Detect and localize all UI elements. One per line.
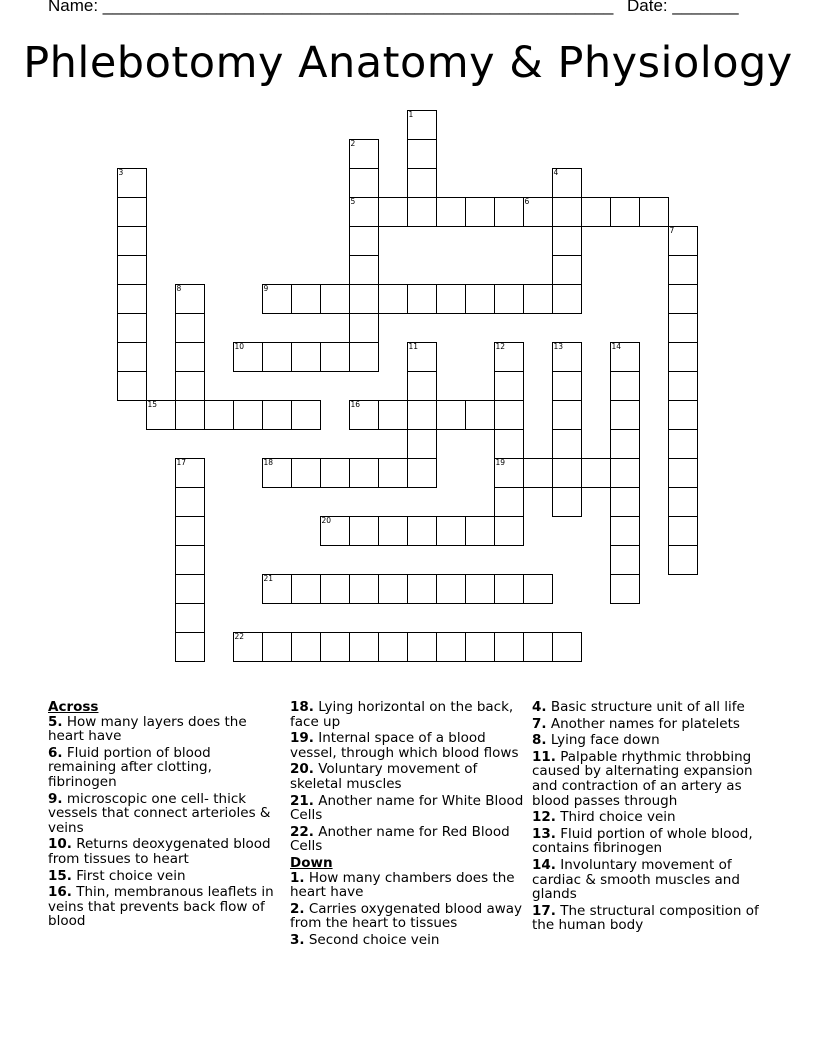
clue-text: Another name for White Blood Cells <box>290 792 524 824</box>
grid-cell[interactable] <box>668 487 698 517</box>
clue-down-13 <box>532 827 772 856</box>
grid-cell[interactable] <box>668 516 698 546</box>
clue-across-21 <box>290 794 526 823</box>
grid-cell[interactable] <box>175 545 205 575</box>
clue-down-3 <box>290 933 526 948</box>
clue-number: 14. <box>532 856 556 873</box>
clues-column-1 <box>48 700 280 931</box>
grid-cell[interactable] <box>610 429 640 459</box>
grid-cell[interactable] <box>378 284 408 314</box>
grid-cell[interactable] <box>175 284 205 314</box>
clue-text: Returns deoxygenated blood from tissues to heart <box>48 836 271 867</box>
clue-text: microscopic one cell- thick vessels that connect arterioles & veins <box>48 790 271 836</box>
grid-cell[interactable] <box>436 632 466 662</box>
grid-cell[interactable] <box>320 574 350 604</box>
grid-cell[interactable] <box>407 458 437 488</box>
grid-cell[interactable] <box>494 458 524 488</box>
grid-cell[interactable] <box>523 197 553 227</box>
cell-number: 1 <box>408 109 414 119</box>
grid-cell[interactable] <box>378 458 408 488</box>
grid-cell[interactable] <box>407 139 437 169</box>
grid-cell[interactable] <box>349 342 379 372</box>
grid-cell[interactable] <box>407 516 437 546</box>
grid-cell[interactable] <box>233 632 263 662</box>
grid-cell[interactable] <box>175 603 205 633</box>
grid-cell[interactable] <box>494 429 524 459</box>
grid-cell[interactable] <box>552 342 582 372</box>
grid-cell[interactable] <box>117 255 147 285</box>
grid-cell[interactable] <box>407 342 437 372</box>
grid-cell[interactable] <box>320 342 350 372</box>
grid-cell[interactable] <box>552 255 582 285</box>
clue-text: Carries oxygenated blood away from the heart to tissues <box>290 900 523 932</box>
grid-cell[interactable] <box>552 400 582 430</box>
grid-cell[interactable] <box>494 632 524 662</box>
grid-cell[interactable] <box>552 168 582 198</box>
cell-number: 4 <box>553 167 559 177</box>
grid-cell[interactable] <box>581 197 611 227</box>
clue-down-4 <box>532 700 772 715</box>
grid-cell[interactable] <box>349 139 379 169</box>
clue-across-5 <box>48 715 280 744</box>
grid-cell[interactable] <box>668 313 698 343</box>
clue-text: Fluid portion of whole blood, contains fibrinogen <box>532 825 753 857</box>
clue-number: 9. <box>48 790 63 807</box>
grid-cell[interactable] <box>407 400 437 430</box>
clue-down-14 <box>532 858 772 902</box>
grid-cell[interactable] <box>175 487 205 517</box>
clue-number: 10. <box>48 836 72 853</box>
clue-number: 20. <box>290 761 314 778</box>
grid-cell[interactable] <box>117 197 147 227</box>
cell-number: 11 <box>408 341 419 351</box>
grid-cell[interactable] <box>407 168 437 198</box>
grid-cell[interactable] <box>349 197 379 227</box>
grid-cell[interactable] <box>639 197 669 227</box>
grid-cell[interactable] <box>610 197 640 227</box>
grid-cell[interactable] <box>117 226 147 256</box>
cell-number: 6 <box>524 196 530 206</box>
cell-number: 17 <box>176 457 187 467</box>
cell-number: 5 <box>350 196 356 206</box>
grid-cell[interactable] <box>465 284 495 314</box>
grid-cell[interactable] <box>436 284 466 314</box>
clue-down-8 <box>532 733 772 748</box>
grid-cell[interactable] <box>436 516 466 546</box>
grid-cell[interactable] <box>668 400 698 430</box>
clue-text: Fluid portion of blood remaining after clotting, fibrinogen <box>48 744 212 790</box>
grid-cell[interactable] <box>465 516 495 546</box>
clue-text: Another name for Red Blood Cells <box>290 823 510 855</box>
grid-cell[interactable] <box>349 574 379 604</box>
grid-cell[interactable] <box>552 458 582 488</box>
cell-number: 15 <box>147 399 158 409</box>
page-title: Phlebotomy Anatomy & Physiology <box>23 38 793 88</box>
grid-cell[interactable] <box>146 400 176 430</box>
grid-cell[interactable] <box>117 342 147 372</box>
grid-cell[interactable] <box>175 313 205 343</box>
grid-cell[interactable] <box>349 632 379 662</box>
grid-cell[interactable] <box>349 516 379 546</box>
grid-cell[interactable] <box>668 342 698 372</box>
clue-number: 3. <box>290 931 305 948</box>
grid-cell[interactable] <box>175 574 205 604</box>
clue-text: Thin, membranous leaflets in veins that prevents back flow of blood <box>48 884 274 930</box>
grid-cell[interactable] <box>204 400 234 430</box>
clues-column-2 <box>290 700 526 950</box>
clue-down-7 <box>532 717 772 732</box>
clue-text: Another names for platelets <box>550 715 740 732</box>
grid-cell[interactable] <box>175 458 205 488</box>
clue-text: Involuntary movement of cardiac & smooth muscles and glands <box>532 856 740 903</box>
clue-down-2 <box>290 902 526 931</box>
clue-number: 1. <box>290 869 305 886</box>
grid-cell[interactable] <box>610 487 640 517</box>
clue-text: Third choice vein <box>560 809 676 826</box>
grid-cell[interactable] <box>610 400 640 430</box>
grid-cell[interactable] <box>494 516 524 546</box>
clue-number: 13. <box>532 825 556 842</box>
grid-cell[interactable] <box>610 516 640 546</box>
grid-cell[interactable] <box>581 458 611 488</box>
grid-cell[interactable] <box>349 284 379 314</box>
grid-cell[interactable] <box>262 632 292 662</box>
grid-cell[interactable] <box>291 284 321 314</box>
grid-cell[interactable] <box>552 429 582 459</box>
cell-number: 14 <box>611 341 622 351</box>
grid-cell[interactable] <box>262 458 292 488</box>
grid-cell[interactable] <box>291 632 321 662</box>
clue-down-11 <box>532 750 772 808</box>
grid-cell[interactable] <box>320 516 350 546</box>
cell-number: 22 <box>234 631 245 641</box>
clue-text: Voluntary movement of skeletal muscles <box>290 761 478 792</box>
grid-cell[interactable] <box>262 400 292 430</box>
grid-cell[interactable] <box>494 284 524 314</box>
clue-across-6 <box>48 746 280 790</box>
grid-cell[interactable] <box>523 284 553 314</box>
grid-cell[interactable] <box>668 371 698 401</box>
grid-cell[interactable] <box>552 371 582 401</box>
grid-cell[interactable] <box>320 458 350 488</box>
grid-cell[interactable] <box>552 632 582 662</box>
name-field-label[interactable]: Name: ______________________________________________________ <box>48 0 614 15</box>
grid-cell[interactable] <box>407 197 437 227</box>
grid-cell[interactable] <box>378 400 408 430</box>
grid-cell[interactable] <box>668 458 698 488</box>
grid-cell[interactable] <box>378 574 408 604</box>
grid-cell[interactable] <box>436 574 466 604</box>
clue-number: 21. <box>290 792 314 809</box>
grid-cell[interactable] <box>494 400 524 430</box>
grid-cell[interactable] <box>349 313 379 343</box>
clue-text: How many chambers does the heart have <box>290 869 515 901</box>
grid-cell[interactable] <box>465 632 495 662</box>
grid-cell[interactable] <box>552 284 582 314</box>
clue-across-18 <box>290 700 526 729</box>
clue-text: Lying horizontal on the back, face up <box>290 699 514 730</box>
grid-cell[interactable] <box>175 400 205 430</box>
grid-cell[interactable] <box>378 632 408 662</box>
grid-cell[interactable] <box>465 197 495 227</box>
clue-across-16 <box>48 885 280 929</box>
clue-text: Second choice vein <box>308 931 440 948</box>
clue-across-20 <box>290 762 526 791</box>
cell-number: 3 <box>118 167 124 177</box>
grid-cell[interactable] <box>668 429 698 459</box>
cell-number: 18 <box>263 457 274 467</box>
grid-cell[interactable] <box>378 197 408 227</box>
grid-cell[interactable] <box>407 284 437 314</box>
down-heading: Down <box>290 854 333 871</box>
clue-down-1 <box>290 871 526 900</box>
grid-cell[interactable] <box>523 458 553 488</box>
cell-number: 13 <box>553 341 564 351</box>
grid-cell[interactable] <box>523 632 553 662</box>
clue-text: Palpable rhythmic throbbing caused by alternating expansion and contraction of an artery as blood passes through <box>532 748 753 809</box>
grid-cell[interactable] <box>117 168 147 198</box>
grid-cell[interactable] <box>291 342 321 372</box>
grid-cell[interactable] <box>552 487 582 517</box>
grid-cell[interactable] <box>494 487 524 517</box>
grid-cell[interactable] <box>349 400 379 430</box>
clue-number: 2. <box>290 900 305 917</box>
clues-column-3 <box>532 700 772 935</box>
grid-cell[interactable] <box>349 255 379 285</box>
grid-cell[interactable] <box>117 313 147 343</box>
clue-text: Basic structure unit of all life <box>550 699 745 715</box>
grid-cell[interactable] <box>465 574 495 604</box>
grid-cell[interactable] <box>291 458 321 488</box>
clue-text: Internal space of a blood vessel, through which blood flows <box>290 730 519 761</box>
cell-number: 10 <box>234 341 245 351</box>
clue-number: 12. <box>532 809 556 826</box>
grid-cell[interactable] <box>407 574 437 604</box>
cell-number: 12 <box>495 341 506 351</box>
clue-across-9 <box>48 792 280 836</box>
grid-cell[interactable] <box>349 458 379 488</box>
clue-number: 16. <box>48 884 72 901</box>
cell-number: 21 <box>263 573 274 583</box>
grid-cell[interactable] <box>465 400 495 430</box>
grid-cell[interactable] <box>610 342 640 372</box>
cell-number: 7 <box>669 225 675 235</box>
grid-cell[interactable] <box>523 574 553 604</box>
clue-across-15 <box>48 869 280 884</box>
grid-cell[interactable] <box>175 632 205 662</box>
clue-number: 11. <box>532 748 556 765</box>
clue-across-10 <box>48 837 280 866</box>
cell-number: 19 <box>495 457 506 467</box>
grid-cell[interactable] <box>262 284 292 314</box>
clue-down-12 <box>532 810 772 825</box>
grid-cell[interactable] <box>233 400 263 430</box>
cell-number: 2 <box>350 138 356 148</box>
grid-cell[interactable] <box>320 284 350 314</box>
clue-across-19 <box>290 731 526 760</box>
clue-text: The structural composition of the human body <box>532 902 759 934</box>
grid-cell[interactable] <box>407 371 437 401</box>
grid-cell[interactable] <box>668 226 698 256</box>
clue-number: 8. <box>532 732 547 749</box>
cell-number: 20 <box>321 515 332 525</box>
clue-number: 22. <box>290 823 314 840</box>
grid-cell[interactable] <box>436 400 466 430</box>
grid-cell[interactable] <box>262 574 292 604</box>
grid-cell[interactable] <box>378 516 408 546</box>
grid-cell[interactable] <box>494 371 524 401</box>
grid-cell[interactable] <box>668 255 698 285</box>
grid-cell[interactable] <box>610 574 640 604</box>
cell-number: 16 <box>350 399 361 409</box>
clue-number: 15. <box>48 867 72 884</box>
grid-cell[interactable] <box>610 545 640 575</box>
grid-cell[interactable] <box>494 342 524 372</box>
grid-cell[interactable] <box>175 516 205 546</box>
clue-number: 19. <box>290 730 314 747</box>
grid-cell[interactable] <box>349 226 379 256</box>
grid-cell[interactable] <box>610 371 640 401</box>
clue-across-22 <box>290 825 526 854</box>
grid-cell[interactable] <box>610 458 640 488</box>
grid-cell[interactable] <box>494 197 524 227</box>
grid-cell[interactable] <box>668 545 698 575</box>
clue-text: Lying face down <box>550 732 660 749</box>
clue-number: 18. <box>290 699 314 715</box>
grid-cell[interactable] <box>668 284 698 314</box>
clue-number: 17. <box>532 902 556 919</box>
grid-cell[interactable] <box>494 574 524 604</box>
across-heading: Across <box>48 699 99 715</box>
date-field-label[interactable]: Date: _______ <box>627 0 739 15</box>
clue-text: First choice vein <box>76 867 186 884</box>
clue-number: 6. <box>48 744 63 761</box>
grid-cell[interactable] <box>291 574 321 604</box>
clue-number: 5. <box>48 713 63 730</box>
grid-cell[interactable] <box>552 197 582 227</box>
grid-cell[interactable] <box>320 632 350 662</box>
grid-cell[interactable] <box>407 632 437 662</box>
clue-number: 7. <box>532 715 547 732</box>
grid-cell[interactable] <box>175 371 205 401</box>
grid-cell[interactable] <box>117 371 147 401</box>
grid-cell[interactable] <box>552 226 582 256</box>
grid-cell[interactable] <box>436 197 466 227</box>
grid-cell[interactable] <box>407 110 437 140</box>
grid-cell[interactable] <box>349 168 379 198</box>
grid-cell[interactable] <box>175 342 205 372</box>
cell-number: 8 <box>176 283 182 293</box>
clue-text: How many layers does the heart have <box>48 713 247 745</box>
grid-cell[interactable] <box>407 429 437 459</box>
grid-cell[interactable] <box>291 400 321 430</box>
grid-cell[interactable] <box>117 284 147 314</box>
clue-down-17 <box>532 904 772 933</box>
grid-cell[interactable] <box>262 342 292 372</box>
grid-cell[interactable] <box>233 342 263 372</box>
cell-number: 9 <box>263 283 269 293</box>
clue-number: 4. <box>532 699 547 715</box>
